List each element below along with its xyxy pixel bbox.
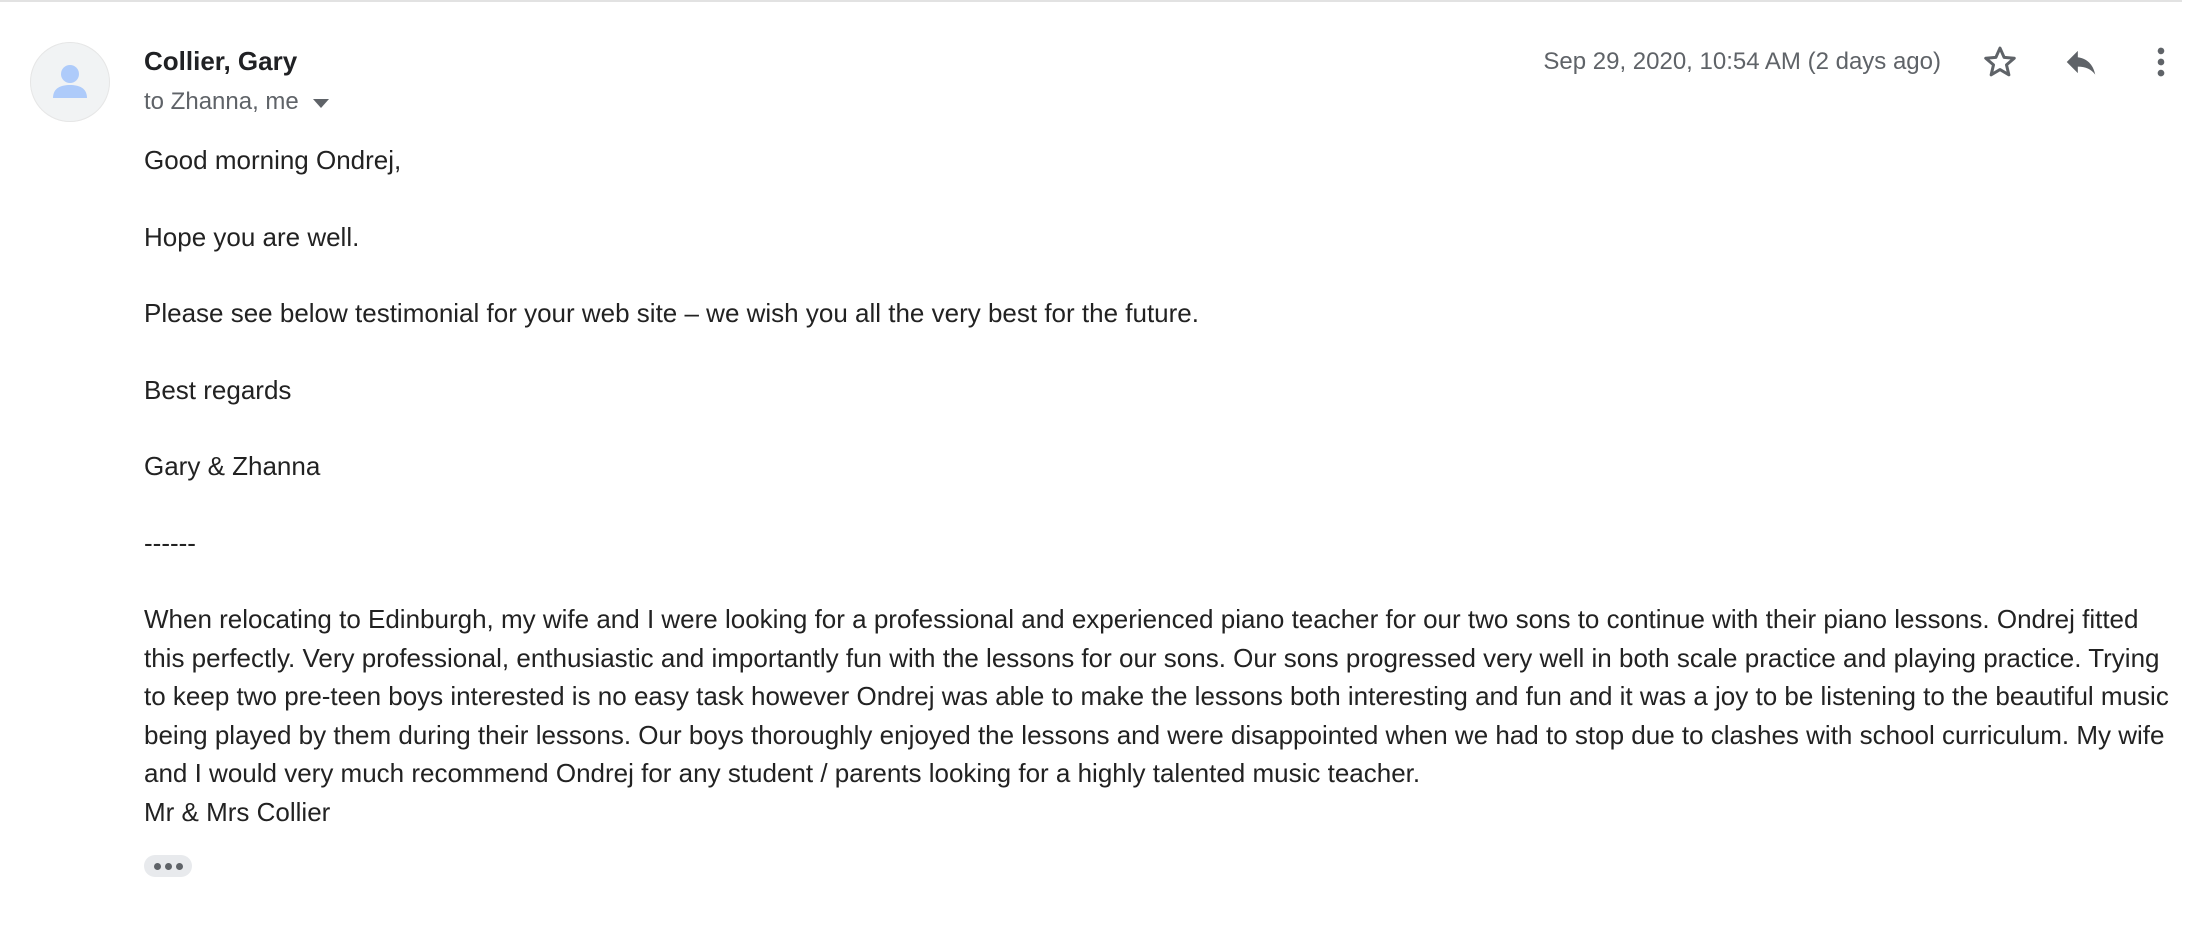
ellipsis-icon (165, 863, 172, 870)
show-trimmed-content-button[interactable] (144, 855, 192, 877)
signature-line: Gary & Zhanna (144, 451, 321, 481)
body-line: Please see below testimonial for your web site – we wish you all the very best for the future. (144, 298, 1199, 328)
closing-line: Best regards (144, 374, 292, 405)
sender-avatar[interactable] (30, 42, 110, 122)
caret-down-icon[interactable] (313, 99, 329, 108)
testimonial-signoff: Mr & Mrs Collier (144, 796, 331, 827)
separator-line: ------ (144, 527, 196, 558)
star-outline-icon (1981, 43, 2019, 81)
more-vertical-icon (2142, 43, 2180, 81)
sender-name[interactable]: Collier, Gary (144, 46, 298, 76)
body-line: Hope you are well. (144, 221, 360, 252)
more-options-button[interactable] (2137, 38, 2185, 86)
greeting-line: Good morning Ondrej, (144, 145, 402, 175)
recipients-label: to Zhanna, me (144, 88, 299, 115)
ellipsis-icon (154, 863, 161, 870)
reply-button[interactable] (2057, 38, 2105, 86)
testimonial-paragraph: When relocating to Edinburgh, my wife and I were looking for a professional and experienced piano teacher for our two sons to continue with their piano lessons. Ondrej fitted this perfectly. Very professional, enthusiastic and importantly fun with the lessons for our sons. Our sons progressed very well in both scale practice and playing practice. Trying to keep two pre-teen boys interested is no easy task however Ondrej was able to make the lessons both interesting and fun and it was a joy to be listening to the beautiful music being played by them during their lessons. Our boys thoroughly enjoyed the lessons and were disappointed when we had to stop due to clashes with school curriculum. My wife and I would very much recommend Ondrej for any student / parents looking for a highly talented music teacher. (144, 604, 2169, 788)
star-button[interactable] (1976, 38, 2024, 86)
reply-icon (2062, 43, 2100, 81)
person-icon (30, 42, 110, 122)
ellipsis-icon (176, 863, 183, 870)
message-body (144, 141, 2178, 831)
recipients-toggle[interactable] (144, 88, 329, 116)
message-timestamp: Sep 29, 2020, 10:54 AM (2 days ago) (1543, 48, 1941, 75)
